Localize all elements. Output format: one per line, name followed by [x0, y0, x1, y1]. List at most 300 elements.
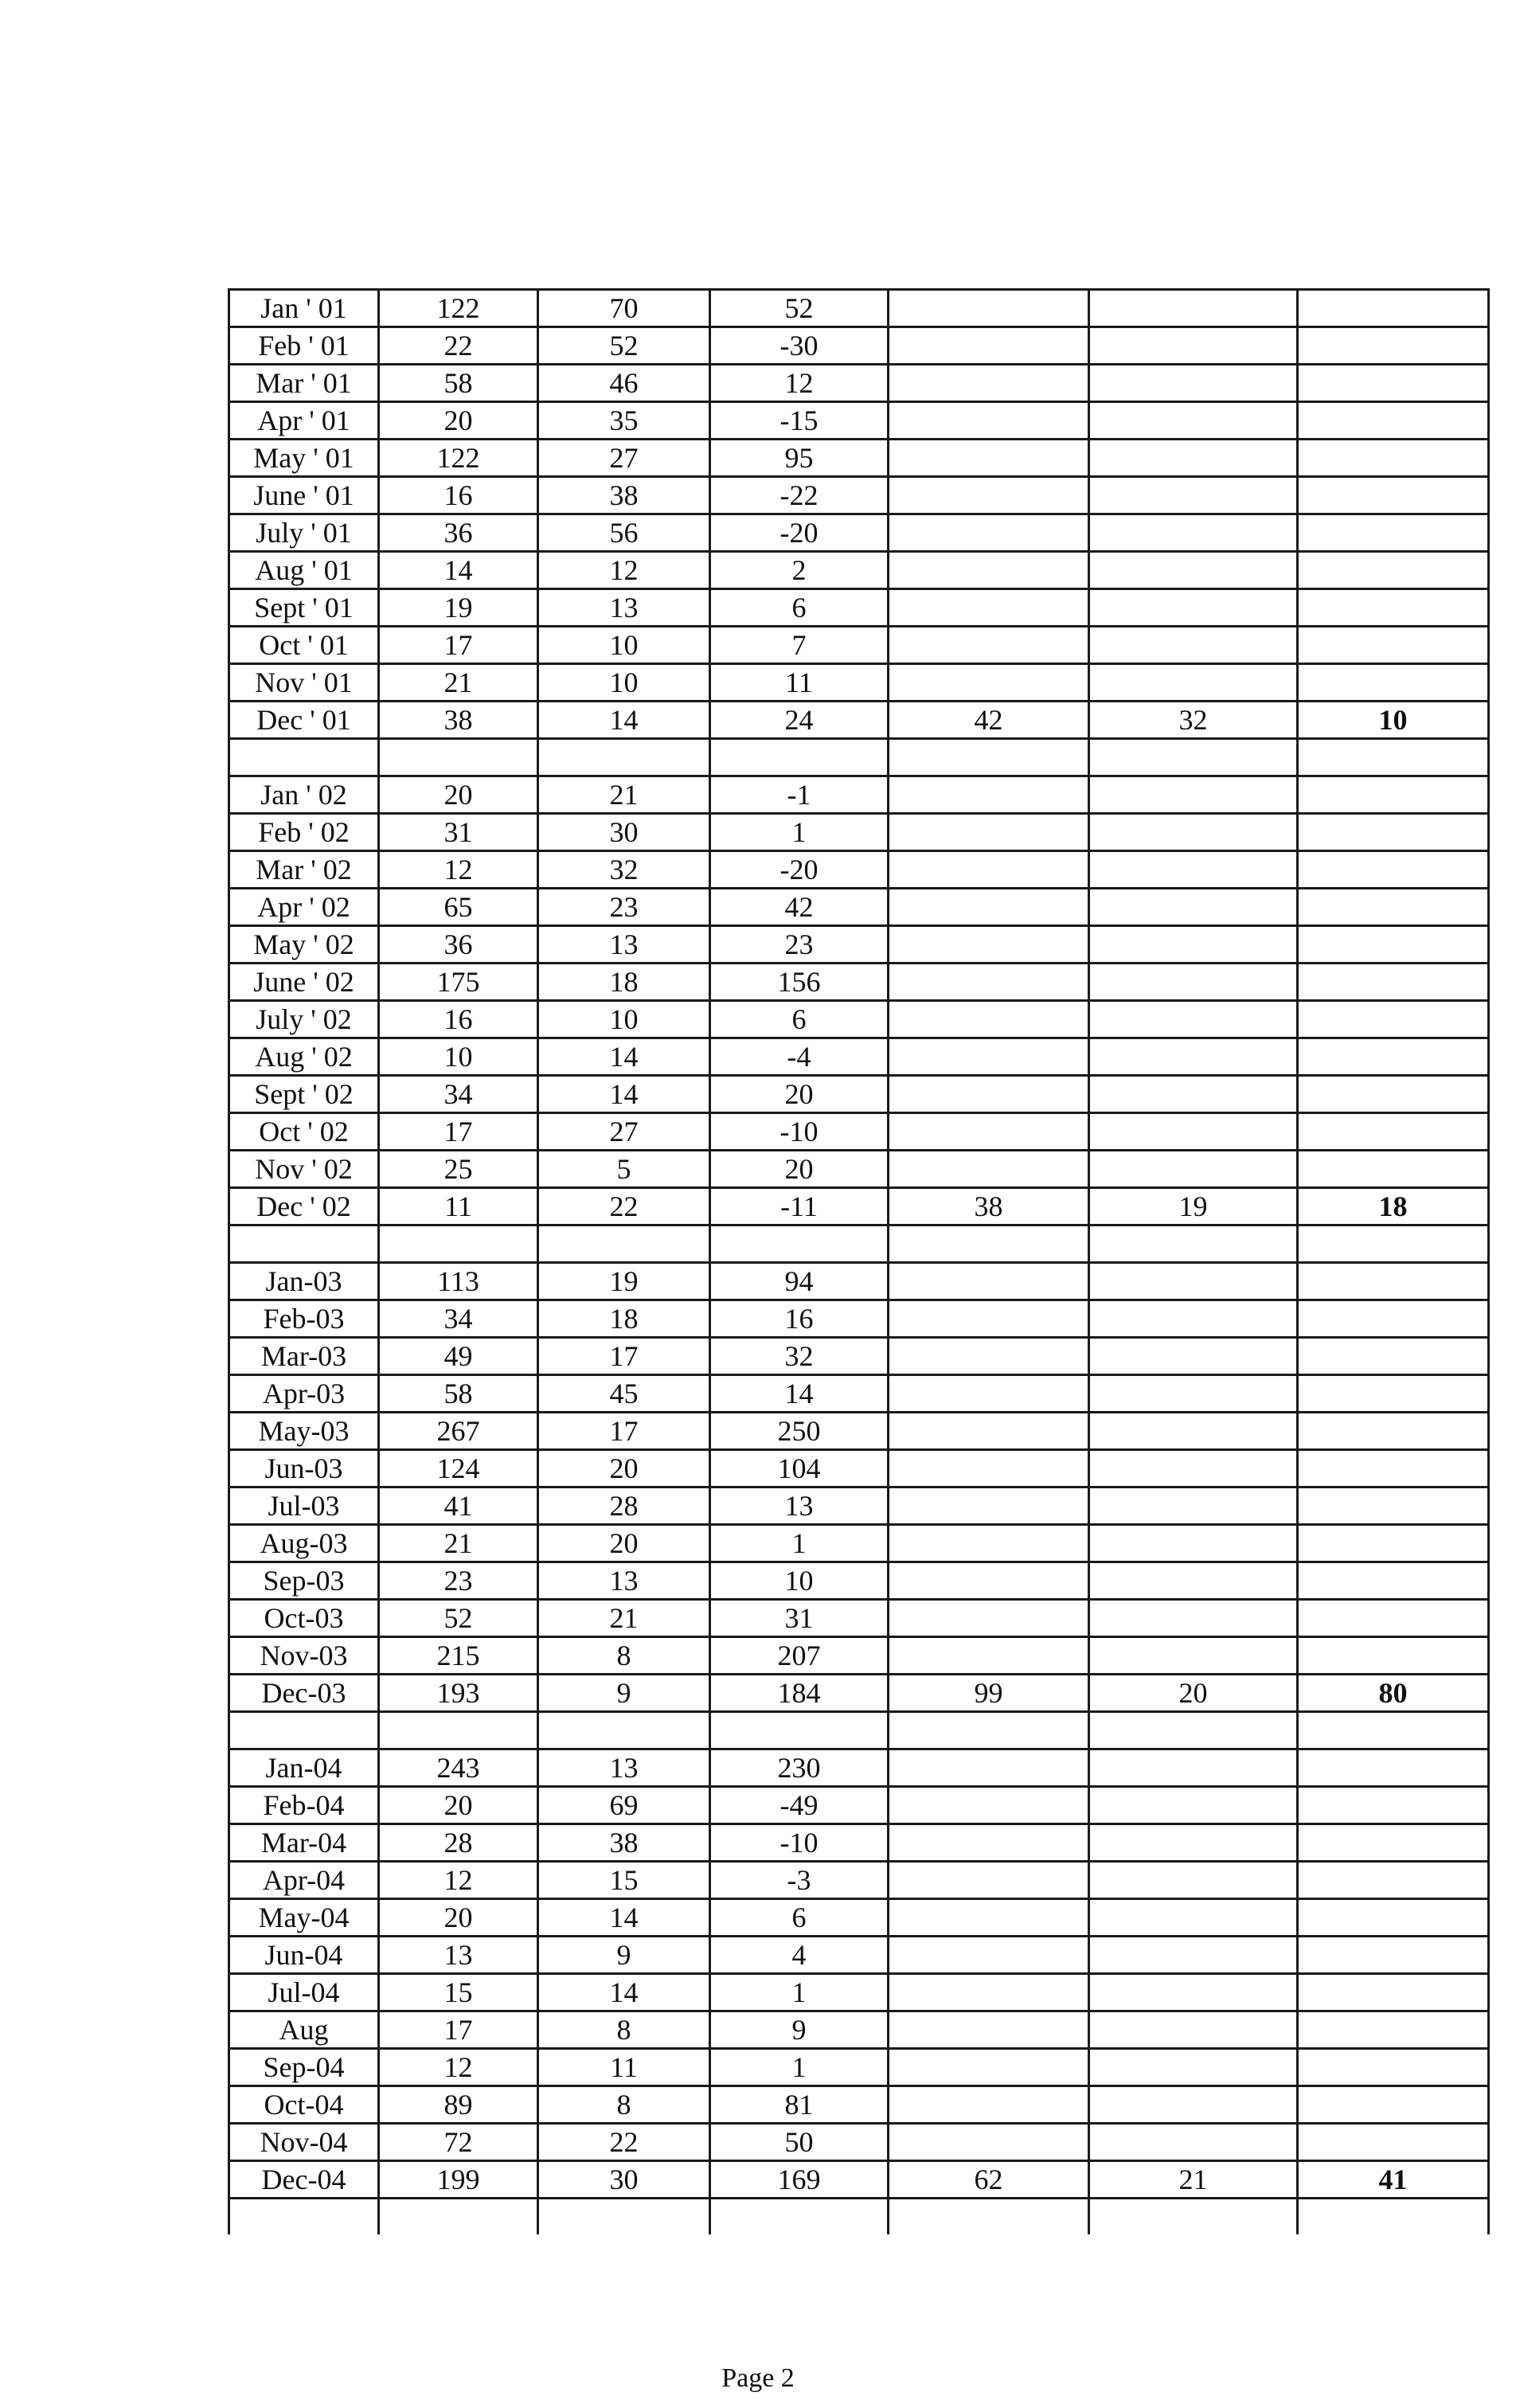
empty-cell — [710, 2199, 889, 2235]
empty-cell — [1298, 1001, 1489, 1038]
value-b-cell: 8 — [538, 1637, 710, 1675]
value-c-cell: -11 — [710, 1188, 889, 1226]
value-a-cell: 36 — [379, 514, 538, 552]
month-cell: Oct-04 — [229, 2086, 379, 2124]
empty-cell — [1089, 2086, 1298, 2124]
empty-cell — [1298, 2199, 1489, 2235]
spacer-row — [229, 739, 1489, 776]
empty-cell — [1298, 1151, 1489, 1188]
empty-cell — [889, 290, 1089, 327]
value-a-cell: 11 — [379, 1188, 538, 1226]
empty-cell — [889, 1600, 1089, 1637]
empty-cell — [1298, 327, 1489, 365]
value-b-cell: 13 — [538, 1749, 710, 1787]
empty-cell — [889, 1749, 1089, 1787]
table-row — [229, 589, 1489, 627]
empty-cell — [1298, 477, 1489, 514]
empty-cell — [1089, 1600, 1298, 1637]
empty-cell — [889, 1862, 1089, 1899]
empty-cell — [1089, 1413, 1298, 1450]
value-a-cell: 12 — [379, 2049, 538, 2086]
table-row — [229, 1375, 1489, 1413]
table-row — [229, 1899, 1489, 1937]
table-row — [229, 1113, 1489, 1151]
value-c-cell: -4 — [710, 1038, 889, 1076]
empty-cell — [229, 739, 379, 776]
month-cell: Aug ' 02 — [229, 1038, 379, 1076]
empty-cell — [889, 627, 1089, 664]
month-cell: Jul-03 — [229, 1487, 379, 1525]
empty-cell — [889, 1375, 1089, 1413]
value-c-cell: -10 — [710, 1824, 889, 1862]
value-b-cell: 14 — [538, 702, 710, 739]
table-row — [229, 964, 1489, 1001]
empty-cell — [1298, 1787, 1489, 1824]
value-a-cell: 17 — [379, 627, 538, 664]
value-c-cell: -1 — [710, 776, 889, 814]
month-cell: Dec ' 02 — [229, 1188, 379, 1226]
value-c-cell: 32 — [710, 1338, 889, 1375]
empty-cell — [1298, 1525, 1489, 1562]
value-c-cell: 207 — [710, 1637, 889, 1675]
value-a-cell: 122 — [379, 440, 538, 477]
empty-cell — [229, 2199, 379, 2235]
value-a-cell: 20 — [379, 776, 538, 814]
value-c-cell: 104 — [710, 1450, 889, 1487]
empty-cell — [889, 1338, 1089, 1375]
value-c-cell: 20 — [710, 1151, 889, 1188]
value-c-cell: 7 — [710, 627, 889, 664]
empty-cell — [889, 1487, 1089, 1525]
value-b-cell: 17 — [538, 1413, 710, 1450]
empty-cell — [1298, 664, 1489, 702]
value-a-cell: 38 — [379, 702, 538, 739]
table-row — [229, 851, 1489, 889]
empty-cell — [1089, 1937, 1298, 1974]
value-b-cell: 12 — [538, 552, 710, 589]
month-cell: Apr-04 — [229, 1862, 379, 1899]
value-a-cell: 25 — [379, 1151, 538, 1188]
value-a-cell: 175 — [379, 964, 538, 1001]
empty-cell — [1089, 1712, 1298, 1749]
value-c-cell: 6 — [710, 1001, 889, 1038]
empty-cell — [889, 2011, 1089, 2049]
value-b-cell: 30 — [538, 814, 710, 851]
month-cell: Oct-03 — [229, 1600, 379, 1637]
table-row — [229, 1487, 1489, 1525]
empty-cell — [1298, 1263, 1489, 1300]
value-b-cell: 10 — [538, 1001, 710, 1038]
value-b-cell: 38 — [538, 1824, 710, 1862]
value-b-cell: 14 — [538, 1038, 710, 1076]
value-c-cell: 10 — [710, 1562, 889, 1600]
empty-cell — [1089, 365, 1298, 402]
empty-cell — [1089, 2049, 1298, 2086]
value-c-cell: 20 — [710, 1076, 889, 1113]
summary-e-cell: 20 — [1089, 1675, 1298, 1712]
value-a-cell: 49 — [379, 1338, 538, 1375]
table-row — [229, 1862, 1489, 1899]
value-a-cell: 243 — [379, 1749, 538, 1787]
empty-cell — [889, 851, 1089, 889]
month-cell: Dec-04 — [229, 2161, 379, 2199]
value-b-cell: 9 — [538, 1675, 710, 1712]
value-a-cell: 22 — [379, 327, 538, 365]
value-b-cell: 20 — [538, 1525, 710, 1562]
value-b-cell: 14 — [538, 1899, 710, 1937]
table-row — [229, 1600, 1489, 1637]
empty-cell — [889, 552, 1089, 589]
empty-cell — [379, 2199, 538, 2235]
summary-f-cell: 80 — [1298, 1675, 1489, 1712]
empty-cell — [1089, 477, 1298, 514]
empty-cell — [889, 2199, 1089, 2235]
empty-cell — [1089, 1113, 1298, 1151]
empty-cell — [1298, 1712, 1489, 1749]
data-table — [228, 288, 1490, 2234]
empty-cell — [889, 1151, 1089, 1188]
value-b-cell: 52 — [538, 327, 710, 365]
table-row — [229, 1562, 1489, 1600]
empty-cell — [889, 1001, 1089, 1038]
empty-cell — [379, 1712, 538, 1749]
empty-cell — [1298, 552, 1489, 589]
empty-cell — [1298, 1637, 1489, 1675]
month-cell: Nov-03 — [229, 1637, 379, 1675]
empty-cell — [1298, 402, 1489, 440]
empty-cell — [1089, 552, 1298, 589]
value-a-cell: 10 — [379, 1038, 538, 1076]
month-cell: Sep-03 — [229, 1562, 379, 1600]
value-a-cell: 58 — [379, 1375, 538, 1413]
empty-cell — [1298, 2086, 1489, 2124]
value-c-cell: 6 — [710, 1899, 889, 1937]
value-b-cell: 9 — [538, 1937, 710, 1974]
value-a-cell: 19 — [379, 589, 538, 627]
table-row — [229, 2124, 1489, 2161]
empty-cell — [1298, 1076, 1489, 1113]
empty-cell — [1298, 739, 1489, 776]
summary-e-cell: 32 — [1089, 702, 1298, 739]
value-c-cell: 4 — [710, 1937, 889, 1974]
empty-cell — [1298, 514, 1489, 552]
value-b-cell: 11 — [538, 2049, 710, 2086]
empty-cell — [889, 1038, 1089, 1076]
empty-cell — [538, 2199, 710, 2235]
month-cell: May ' 02 — [229, 926, 379, 964]
value-c-cell: -22 — [710, 477, 889, 514]
month-cell: Jan ' 01 — [229, 290, 379, 327]
empty-cell — [889, 964, 1089, 1001]
empty-cell — [229, 1712, 379, 1749]
empty-cell — [1298, 1338, 1489, 1375]
month-cell: May-03 — [229, 1413, 379, 1450]
empty-cell — [1089, 1226, 1298, 1263]
value-b-cell: 32 — [538, 851, 710, 889]
value-a-cell: 52 — [379, 1600, 538, 1637]
empty-cell — [1089, 814, 1298, 851]
value-a-cell: 14 — [379, 552, 538, 589]
value-c-cell: -49 — [710, 1787, 889, 1824]
value-a-cell: 12 — [379, 851, 538, 889]
empty-cell — [889, 589, 1089, 627]
empty-cell — [1089, 2011, 1298, 2049]
empty-cell — [710, 1226, 889, 1263]
value-c-cell: 1 — [710, 2049, 889, 2086]
table-row — [229, 1937, 1489, 1974]
table-row — [229, 627, 1489, 664]
empty-cell — [1089, 1525, 1298, 1562]
empty-cell — [1089, 1637, 1298, 1675]
value-a-cell: 12 — [379, 1862, 538, 1899]
value-c-cell: 184 — [710, 1675, 889, 1712]
empty-cell — [889, 814, 1089, 851]
value-b-cell: 17 — [538, 1338, 710, 1375]
empty-cell — [1298, 1450, 1489, 1487]
value-a-cell: 72 — [379, 2124, 538, 2161]
empty-cell — [889, 1413, 1089, 1450]
value-c-cell: -15 — [710, 402, 889, 440]
table-row — [229, 2161, 1489, 2199]
empty-cell — [1089, 964, 1298, 1001]
empty-cell — [229, 1226, 379, 1263]
value-c-cell: -10 — [710, 1113, 889, 1151]
empty-cell — [889, 477, 1089, 514]
value-a-cell: 20 — [379, 1899, 538, 1937]
month-cell: July ' 01 — [229, 514, 379, 552]
summary-d-cell: 42 — [889, 702, 1089, 739]
table-row — [229, 1637, 1489, 1675]
value-c-cell: 1 — [710, 814, 889, 851]
empty-cell — [1298, 1038, 1489, 1076]
empty-cell — [1298, 1749, 1489, 1787]
empty-cell — [1298, 851, 1489, 889]
table-row — [229, 1413, 1489, 1450]
value-c-cell: 169 — [710, 2161, 889, 2199]
summary-f-cell: 41 — [1298, 2161, 1489, 2199]
empty-cell — [1089, 1862, 1298, 1899]
empty-cell — [1298, 1300, 1489, 1338]
month-cell: Dec ' 01 — [229, 702, 379, 739]
table-row — [229, 1450, 1489, 1487]
empty-cell — [1298, 2124, 1489, 2161]
value-b-cell: 15 — [538, 1862, 710, 1899]
empty-cell — [889, 926, 1089, 964]
month-cell: Mar-04 — [229, 1824, 379, 1862]
table-row — [229, 290, 1489, 327]
empty-cell — [1089, 1974, 1298, 2011]
empty-cell — [1298, 365, 1489, 402]
empty-cell — [889, 1300, 1089, 1338]
empty-cell — [1298, 1375, 1489, 1413]
month-cell: Jan-04 — [229, 1749, 379, 1787]
empty-cell — [1089, 1787, 1298, 1824]
value-c-cell: 31 — [710, 1600, 889, 1637]
value-a-cell: 89 — [379, 2086, 538, 2124]
value-b-cell: 56 — [538, 514, 710, 552]
empty-cell — [889, 1076, 1089, 1113]
empty-cell — [889, 1113, 1089, 1151]
value-a-cell: 193 — [379, 1675, 538, 1712]
value-a-cell: 215 — [379, 1637, 538, 1675]
value-c-cell: 50 — [710, 2124, 889, 2161]
month-cell: Jan-03 — [229, 1263, 379, 1300]
empty-cell — [1298, 1487, 1489, 1525]
value-a-cell: 13 — [379, 1937, 538, 1974]
month-cell: Apr ' 02 — [229, 889, 379, 926]
empty-cell — [889, 440, 1089, 477]
empty-cell — [1298, 889, 1489, 926]
table-row — [229, 440, 1489, 477]
value-b-cell: 69 — [538, 1787, 710, 1824]
value-b-cell: 10 — [538, 627, 710, 664]
value-c-cell: 81 — [710, 2086, 889, 2124]
value-a-cell: 113 — [379, 1263, 538, 1300]
value-a-cell: 16 — [379, 1001, 538, 1038]
summary-d-cell: 62 — [889, 2161, 1089, 2199]
month-cell: June ' 02 — [229, 964, 379, 1001]
value-b-cell: 27 — [538, 440, 710, 477]
value-b-cell: 23 — [538, 889, 710, 926]
empty-cell — [1089, 1300, 1298, 1338]
month-cell: Aug-03 — [229, 1525, 379, 1562]
empty-cell — [1089, 1824, 1298, 1862]
empty-cell — [889, 1824, 1089, 1862]
value-a-cell: 58 — [379, 365, 538, 402]
empty-cell — [1298, 776, 1489, 814]
value-c-cell: -30 — [710, 327, 889, 365]
table-row — [229, 702, 1489, 739]
month-cell: Apr-03 — [229, 1375, 379, 1413]
empty-cell — [889, 1263, 1089, 1300]
empty-cell — [1298, 1562, 1489, 1600]
value-c-cell: 94 — [710, 1263, 889, 1300]
value-b-cell: 28 — [538, 1487, 710, 1525]
value-a-cell: 41 — [379, 1487, 538, 1525]
empty-cell — [1298, 1226, 1489, 1263]
month-cell: Sept ' 02 — [229, 1076, 379, 1113]
empty-cell — [538, 1226, 710, 1263]
table-row — [229, 1787, 1489, 1824]
empty-cell — [889, 739, 1089, 776]
empty-cell — [889, 1899, 1089, 1937]
value-a-cell: 21 — [379, 1525, 538, 1562]
empty-cell — [889, 2086, 1089, 2124]
empty-cell — [889, 2049, 1089, 2086]
summary-d-cell: 99 — [889, 1675, 1089, 1712]
value-a-cell: 124 — [379, 1450, 538, 1487]
month-cell: May ' 01 — [229, 440, 379, 477]
empty-cell — [1089, 889, 1298, 926]
empty-cell — [1089, 926, 1298, 964]
month-cell: Aug — [229, 2011, 379, 2049]
value-a-cell: 65 — [379, 889, 538, 926]
table-row — [229, 2011, 1489, 2049]
empty-cell — [889, 664, 1089, 702]
value-a-cell: 31 — [379, 814, 538, 851]
empty-cell — [1089, 1151, 1298, 1188]
summary-e-cell: 21 — [1089, 2161, 1298, 2199]
empty-cell — [1089, 327, 1298, 365]
table-row — [229, 2049, 1489, 2086]
value-b-cell: 27 — [538, 1113, 710, 1151]
value-c-cell: 1 — [710, 1525, 889, 1562]
value-c-cell: 156 — [710, 964, 889, 1001]
table-row — [229, 1001, 1489, 1038]
page-number: Page 2 — [721, 2363, 795, 2393]
value-a-cell: 21 — [379, 664, 538, 702]
table-row — [229, 889, 1489, 926]
value-b-cell: 18 — [538, 964, 710, 1001]
table-row — [229, 477, 1489, 514]
table-row — [229, 664, 1489, 702]
empty-cell — [1298, 1413, 1489, 1450]
value-a-cell: 199 — [379, 2161, 538, 2199]
empty-cell — [538, 739, 710, 776]
empty-cell — [379, 739, 538, 776]
month-cell: Mar-03 — [229, 1338, 379, 1375]
value-c-cell: 1 — [710, 1974, 889, 2011]
value-b-cell: 30 — [538, 2161, 710, 2199]
value-c-cell: 2 — [710, 552, 889, 589]
empty-cell — [1298, 1899, 1489, 1937]
empty-cell — [1298, 1113, 1489, 1151]
value-b-cell: 13 — [538, 926, 710, 964]
value-b-cell: 5 — [538, 1151, 710, 1188]
table-row — [229, 1038, 1489, 1076]
value-b-cell: 8 — [538, 2086, 710, 2124]
value-c-cell: 52 — [710, 290, 889, 327]
value-b-cell: 14 — [538, 1974, 710, 2011]
empty-cell — [1298, 1862, 1489, 1899]
month-cell: Apr ' 01 — [229, 402, 379, 440]
value-b-cell: 22 — [538, 1188, 710, 1226]
value-b-cell: 35 — [538, 402, 710, 440]
table-row — [229, 926, 1489, 964]
value-b-cell: 46 — [538, 365, 710, 402]
empty-cell — [1089, 2124, 1298, 2161]
empty-cell — [1089, 2199, 1298, 2235]
empty-cell — [1089, 776, 1298, 814]
value-a-cell: 17 — [379, 1113, 538, 1151]
value-c-cell: 250 — [710, 1413, 889, 1450]
value-b-cell: 70 — [538, 290, 710, 327]
value-c-cell: 16 — [710, 1300, 889, 1338]
month-cell: Oct ' 02 — [229, 1113, 379, 1151]
empty-cell — [1298, 589, 1489, 627]
empty-cell — [1089, 1263, 1298, 1300]
value-c-cell: 9 — [710, 2011, 889, 2049]
empty-cell — [1298, 2011, 1489, 2049]
empty-cell — [1298, 1974, 1489, 2011]
empty-cell — [1089, 1487, 1298, 1525]
value-c-cell: -20 — [710, 514, 889, 552]
value-c-cell: 6 — [710, 589, 889, 627]
month-cell: Jul-04 — [229, 1974, 379, 2011]
month-cell: Jan ' 02 — [229, 776, 379, 814]
value-c-cell: -3 — [710, 1862, 889, 1899]
empty-cell — [379, 1226, 538, 1263]
month-cell: July ' 02 — [229, 1001, 379, 1038]
table-row — [229, 1974, 1489, 2011]
value-c-cell: 42 — [710, 889, 889, 926]
value-a-cell: 36 — [379, 926, 538, 964]
value-c-cell: -20 — [710, 851, 889, 889]
empty-cell — [538, 1712, 710, 1749]
table-row — [229, 1675, 1489, 1712]
empty-cell — [710, 1712, 889, 1749]
value-a-cell: 122 — [379, 290, 538, 327]
